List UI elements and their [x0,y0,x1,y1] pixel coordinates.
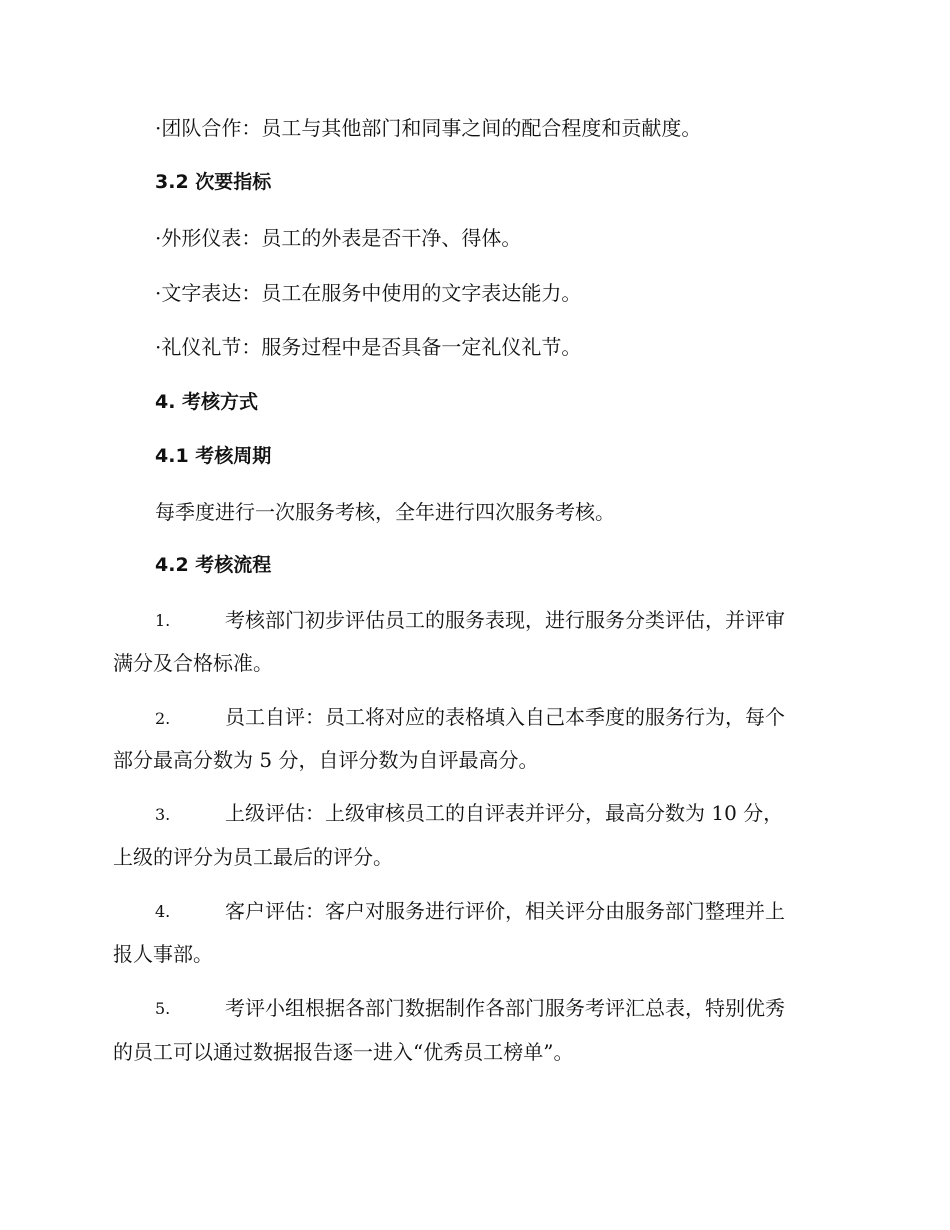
list-item-number: 2. [155,709,171,728]
bullet-etiquette: ·礼仪礼节：服务过程中是否具备一定礼仪礼节。 [155,335,582,359]
list-item-text: 上级评估：上级审核员工的自评表并评分，最高分数为 10 分， [225,801,784,825]
list-item-text-continued: 的员工可以通过数据报告逐一进入“优秀员工榜单”。 [113,1040,574,1064]
list-item-text: 客户评估：客户对服务进行评价，相关评分由服务部门整理并上 [225,899,785,923]
paragraph-review-cycle: 每季度进行一次服务考核，全年进行四次服务考核。 [155,500,615,524]
heading-4-2: 4.2 考核流程 [155,554,272,576]
heading-4-1: 4.1 考核周期 [155,445,272,467]
list-item-number: 4. [155,902,171,921]
list-item-text-continued: 部分最高分数为 5 分，自评分数为自评最高分。 [113,748,539,772]
list-item-number: 1. [155,611,171,630]
list-item-text-continued: 上级的评分为员工最后的评分。 [113,845,393,869]
bullet-appearance: ·外形仪表：员工的外表是否干净、得体。 [155,226,522,250]
list-item-text: 考核部门初步评估员工的服务表现，进行服务分类评估，并评审 [225,608,785,632]
list-item-text: 考评小组根据各部门数据制作各部门服务考评汇总表，特别优秀 [225,996,785,1020]
list-item-text: 员工自评：员工将对应的表格填入自己本季度的服务行为，每个 [225,705,785,729]
list-item-text-continued: 满分及合格标准。 [113,651,273,675]
bullet-written-expression: ·文字表达：员工在服务中使用的文字表达能力。 [155,281,582,305]
list-item-number: 5. [155,999,171,1018]
heading-3-2: 3.2 次要指标 [155,171,272,193]
list-item-text-continued: 报人事部。 [113,942,213,966]
heading-4: 4. 考核方式 [155,391,259,413]
bullet-teamwork: ·团队合作：员工与其他部门和同事之间的配合程度和贡献度。 [155,116,702,140]
list-item-number: 3. [155,805,171,824]
